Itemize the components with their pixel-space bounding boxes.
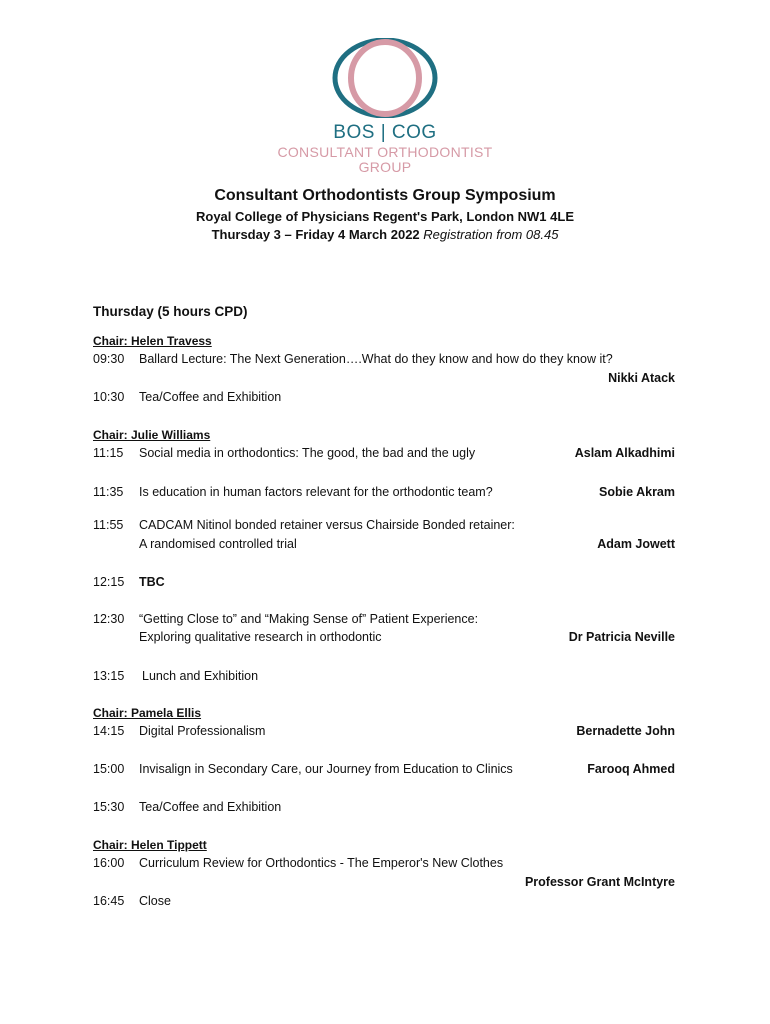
item-time: 11:15 <box>93 446 124 460</box>
registration-text: Registration from 08.45 <box>423 227 559 242</box>
item-title: CADCAM Nitinol bonded retainer versus Chairside Bonded retainer: <box>139 518 515 532</box>
chair-label: Chair: Julie Williams <box>93 428 211 442</box>
item-title: Close <box>139 894 171 908</box>
chair-label: Chair: Pamela Ellis <box>93 706 202 720</box>
item-title: Is education in human factors relevant for the orthodontic team? <box>139 485 493 499</box>
bos-cog-logo <box>268 38 502 178</box>
item-title-line2: Exploring qualitative research in orthodontic <box>139 630 382 644</box>
chair-label: Chair: Helen Travess <box>93 334 212 348</box>
item-time: 11:35 <box>93 485 124 499</box>
item-title-line2: A randomised controlled trial <box>139 537 297 551</box>
item-time: 14:15 <box>93 724 125 738</box>
item-title: Tea/Coffee and Exhibition <box>139 390 282 404</box>
item-time: 10:30 <box>93 390 125 404</box>
item-title: TBC <box>139 575 165 589</box>
dates-line <box>0 227 770 242</box>
chair-label: Chair: Helen Tippett <box>93 838 207 852</box>
item-time: 15:00 <box>93 762 125 776</box>
item-title: “Getting Close to” and “Making Sense of” Patient Experience: <box>139 612 479 626</box>
item-title: Social media in orthodontics: The good, the bad and the ugly <box>139 446 476 460</box>
item-time: 16:00 <box>93 856 125 870</box>
item-speaker: Adam Jowett <box>597 537 675 551</box>
item-time: 12:15 <box>93 575 125 589</box>
item-title: Lunch and Exhibition <box>142 669 259 683</box>
logo-main-text: BOS | COG <box>333 122 437 143</box>
logo-rings-icon <box>332 38 438 118</box>
item-time: 13:15 <box>93 669 125 683</box>
document-title: Consultant Orthodontists Group Symposium <box>214 187 556 204</box>
item-speaker: Bernadette John <box>576 724 675 738</box>
item-title: Digital Professionalism <box>139 724 266 738</box>
dates-text: Thursday 3 – Friday 4 March 2022 <box>211 227 420 242</box>
day-heading: Thursday (5 hours CPD) <box>93 304 248 319</box>
item-time: 11:55 <box>93 518 124 532</box>
item-speaker: Aslam Alkadhimi <box>574 446 675 460</box>
item-speaker: Dr Patricia Neville <box>568 630 675 644</box>
item-speaker: Sobie Akram <box>599 485 675 499</box>
item-title: Curriculum Review for Orthodontics - The Emperor's New Clothes <box>139 856 504 870</box>
venue-line: Royal College of Physicians Regent's Park, London NW1 4LE <box>195 209 574 224</box>
item-time: 12:30 <box>93 612 125 626</box>
item-title: Invisalign in Secondary Care, our Journey from Education to Clinics <box>139 762 513 776</box>
item-time: 16:45 <box>93 894 125 908</box>
item-title: Ballard Lecture: The Next Generation….What do they know and how do they know it? <box>139 352 613 366</box>
logo-subtitle-line1: CONSULTANT ORTHODONTIST <box>277 144 493 160</box>
item-time: 09:30 <box>93 352 125 366</box>
item-time: 15:30 <box>93 800 125 814</box>
logo-subtitle-line2: GROUP <box>358 159 412 175</box>
item-speaker: Farooq Ahmed <box>587 762 675 776</box>
item-speaker: Nikki Atack <box>608 371 675 385</box>
item-title: Tea/Coffee and Exhibition <box>139 800 282 814</box>
item-speaker: Professor Grant McIntyre <box>524 875 675 889</box>
